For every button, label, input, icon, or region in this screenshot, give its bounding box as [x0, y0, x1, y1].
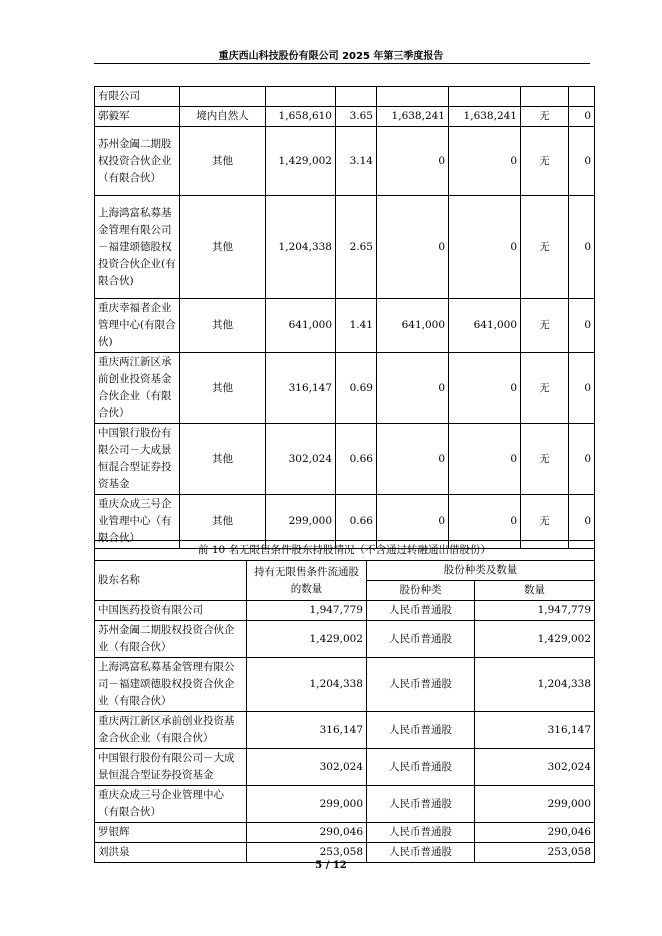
- cell-status: 无: [521, 299, 569, 353]
- cell-pct: 0.69: [336, 353, 377, 424]
- cell-name: 重庆众成三号企业管理中心（有限合伙）: [95, 495, 180, 549]
- unrestricted-shareholders-table: [94, 540, 595, 863]
- cell-qty: 0: [569, 495, 595, 549]
- cell-type: [180, 87, 266, 107]
- cell-qty: 0: [569, 196, 595, 299]
- table-row: [95, 823, 595, 843]
- cell-name: 中国医药投资有限公司: [95, 601, 247, 621]
- cell-type: 其他: [180, 424, 266, 495]
- cell-name: 重庆幸福者企业管理中心(有限合伙): [95, 299, 180, 353]
- cell-held: 290,046: [247, 823, 367, 843]
- table-row: [95, 127, 595, 196]
- cell-shares: 1,204,338: [266, 196, 336, 299]
- cell-pct: [336, 87, 377, 107]
- page-header: 重庆西山科技股份有限公司 2025 年第三季度报告: [218, 51, 444, 62]
- cell-type: 人民币普通股: [367, 621, 475, 658]
- cell-lent: 0: [449, 196, 521, 299]
- cell-type: 其他: [180, 196, 266, 299]
- cell-qty: 0: [569, 127, 595, 196]
- cell-status: 无: [521, 424, 569, 495]
- table-row: [95, 353, 595, 424]
- table-row: [95, 196, 595, 299]
- cell-type: 境内自然人: [180, 107, 266, 127]
- cell-name: 有限公司: [95, 87, 180, 107]
- cell-qty: 299,000: [475, 786, 595, 823]
- cell-pct: 0.66: [336, 495, 377, 549]
- table-row: [95, 107, 595, 127]
- cell-shares: 1,429,002: [266, 127, 336, 196]
- table-row: [95, 424, 595, 495]
- cell-qty: [569, 87, 595, 107]
- cell-name: 重庆两江新区承前创业投资基金合伙企业（有限合伙）: [95, 712, 247, 749]
- table-title-row: [95, 541, 595, 561]
- top-shareholders-table: [94, 86, 595, 549]
- table-row: [95, 749, 595, 786]
- cell-name: 上海鸿富私募基金管理有限公司－福建颂德股权投资合伙企业（有限合伙）: [95, 658, 247, 712]
- cell-held: 1,947,779: [247, 601, 367, 621]
- cell-held: 316,147: [247, 712, 367, 749]
- cell-lent: 0: [449, 127, 521, 196]
- cell-restricted: 0: [377, 353, 449, 424]
- cell-held: 1,429,002: [247, 621, 367, 658]
- cell-type: 其他: [180, 299, 266, 353]
- page-number: 5 / 12: [315, 860, 347, 871]
- cell-name: 罗银辉: [95, 823, 247, 843]
- cell-pct: 0.66: [336, 424, 377, 495]
- cell-status: 无: [521, 127, 569, 196]
- cell-pct: 2.65: [336, 196, 377, 299]
- cell-shares: 1,658,610: [266, 107, 336, 127]
- cell-name: 苏州金阖二期股权投资合伙企业（有限合伙）: [95, 127, 180, 196]
- cell-qty: 1,947,779: [475, 601, 595, 621]
- header-shareholder-name: 股东名称: [95, 561, 247, 601]
- cell-pct: 3.14: [336, 127, 377, 196]
- cell-name: 上海鸿富私募基金管理有限公司－福建颂德股权投资合伙企业(有限合伙): [95, 196, 180, 299]
- cell-shares: 302,024: [266, 424, 336, 495]
- cell-lent: 0: [449, 424, 521, 495]
- cell-qty: 290,046: [475, 823, 595, 843]
- cell-type: 人民币普通股: [367, 601, 475, 621]
- cell-qty: 0: [569, 299, 595, 353]
- cell-lent: 1,638,241: [449, 107, 521, 127]
- cell-qty: 0: [569, 424, 595, 495]
- cell-qty: 302,024: [475, 749, 595, 786]
- cell-shares: [266, 87, 336, 107]
- table-row: [95, 621, 595, 658]
- header-share-type: 股份种类: [367, 581, 475, 601]
- cell-restricted: 1,638,241: [377, 107, 449, 127]
- cell-status: 无: [521, 353, 569, 424]
- cell-held: 299,000: [247, 786, 367, 823]
- cell-type: 人民币普通股: [367, 658, 475, 712]
- cell-shares: 641,000: [266, 299, 336, 353]
- cell-name: 郭毅军: [95, 107, 180, 127]
- cell-pct: 1.41: [336, 299, 377, 353]
- cell-qty: 253,058: [475, 843, 595, 863]
- table-row: [95, 712, 595, 749]
- table-row: [95, 658, 595, 712]
- cell-name: 刘洪泉: [95, 843, 247, 863]
- cell-name: 重庆两江新区承前创业投资基金合伙企业（有限合伙）: [95, 353, 180, 424]
- cell-name: 中国银行股份有限公司－大成景恒混合型证券投资基金: [95, 749, 247, 786]
- header-unrestricted-holding: 持有无限售条件流通股的数量: [247, 561, 367, 601]
- cell-lent: 0: [449, 353, 521, 424]
- cell-status: 无: [521, 495, 569, 549]
- cell-held: 1,204,338: [247, 658, 367, 712]
- cell-type: 人民币普通股: [367, 712, 475, 749]
- cell-qty: 316,147: [475, 712, 595, 749]
- cell-qty: 0: [569, 353, 595, 424]
- cell-status: [521, 87, 569, 107]
- cell-qty: 1,429,002: [475, 621, 595, 658]
- cell-restricted: 641,000: [377, 299, 449, 353]
- cell-qty: 1,204,338: [475, 658, 595, 712]
- cell-restricted: 0: [377, 127, 449, 196]
- cell-lent: 641,000: [449, 299, 521, 353]
- cell-restricted: [377, 87, 449, 107]
- cell-status: 无: [521, 107, 569, 127]
- cell-restricted: 0: [377, 196, 449, 299]
- cell-name: 苏州金阖二期股权投资合伙企业（有限合伙）: [95, 621, 247, 658]
- cell-type: 人民币普通股: [367, 843, 475, 863]
- header-share-type-group: 股份种类及数量: [367, 561, 595, 581]
- cell-lent: 0: [449, 495, 521, 549]
- table-title: 前 10 名无限售条件股东持股情况（不含通过转融通出借股份）: [95, 541, 595, 561]
- cell-type: 其他: [180, 127, 266, 196]
- table-row: [95, 87, 595, 107]
- cell-type: 其他: [180, 353, 266, 424]
- cell-type: 人民币普通股: [367, 786, 475, 823]
- cell-type: 人民币普通股: [367, 823, 475, 843]
- cell-held: 253,058: [247, 843, 367, 863]
- cell-shares: 316,147: [266, 353, 336, 424]
- cell-restricted: 0: [377, 424, 449, 495]
- table-row: [95, 601, 595, 621]
- table-header-row: [95, 561, 595, 581]
- header-rule: [94, 63, 590, 64]
- cell-held: 302,024: [247, 749, 367, 786]
- cell-shares: 299,000: [266, 495, 336, 549]
- cell-pct: 3.65: [336, 107, 377, 127]
- cell-lent: [449, 87, 521, 107]
- cell-status: 无: [521, 196, 569, 299]
- table-row: [95, 786, 595, 823]
- cell-name: 重庆众成三号企业管理中心（有限合伙）: [95, 786, 247, 823]
- cell-restricted: 0: [377, 495, 449, 549]
- cell-qty: 0: [569, 107, 595, 127]
- header-quantity: 数量: [475, 581, 595, 601]
- cell-type: 人民币普通股: [367, 749, 475, 786]
- table-row: [95, 299, 595, 353]
- cell-name: 中国银行股份有限公司－大成景恒混合型证券投资基金: [95, 424, 180, 495]
- cell-type: 其他: [180, 495, 266, 549]
